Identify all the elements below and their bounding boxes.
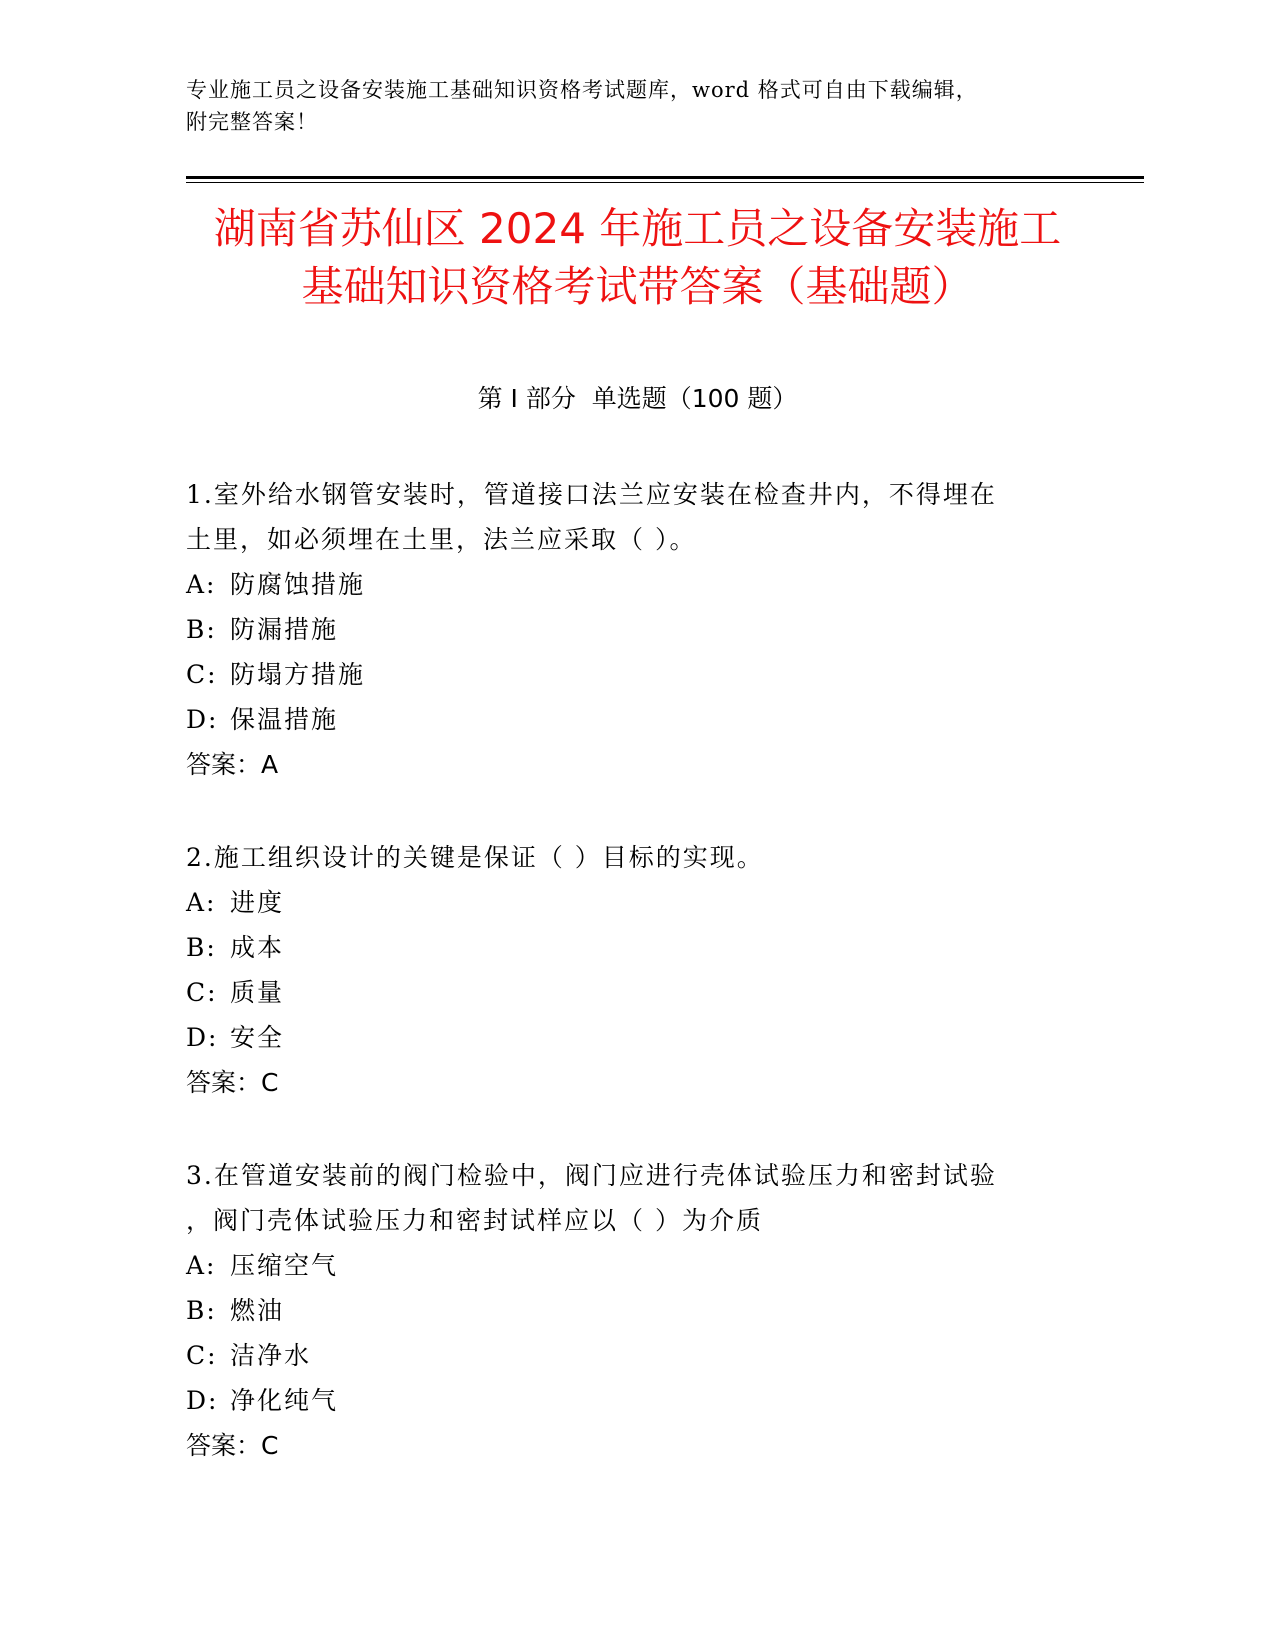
option-c — [186, 970, 1086, 1015]
question-stem-line-1: 3.在管道安装前的阀门检验中，阀门应进行壳体试验压力和密封试验 — [186, 1161, 997, 1190]
option-key: D: — [186, 1023, 219, 1052]
option-a — [186, 880, 1086, 925]
header-note — [186, 74, 1086, 138]
header-note-line-1: 专业施工员之设备安装施工基础知识资格考试题库，word 格式可自由下载编辑， — [186, 78, 978, 102]
option-a — [186, 1243, 1086, 1288]
section-title: 第 I 部分 单选题（100 题） — [477, 384, 798, 413]
question-2 — [186, 835, 1086, 1105]
option-text: 压缩空气 — [230, 1251, 339, 1280]
question-stem — [186, 1153, 1086, 1243]
header-divider-thin — [186, 182, 1144, 183]
option-text: 防塌方措施 — [230, 660, 366, 689]
question-stem-line-2: ，阀门壳体试验压力和密封试样应以（ ）为介质 — [186, 1206, 763, 1235]
answer: 答案：C — [186, 1068, 279, 1097]
option-text: 洁净水 — [230, 1341, 312, 1370]
question-list — [186, 472, 1086, 1516]
question-3 — [186, 1153, 1086, 1468]
option-text: 燃油 — [230, 1296, 285, 1325]
question-stem-line-1: 2.施工组织设计的关键是保证（ ）目标的实现。 — [186, 843, 764, 872]
header-note-line-2: 附完整答案！ — [186, 110, 318, 134]
header-divider-thick — [186, 176, 1144, 179]
option-key: B: — [186, 615, 217, 644]
option-d — [186, 697, 1086, 742]
option-c — [186, 652, 1086, 697]
option-key: C: — [186, 1341, 218, 1370]
option-text: 安全 — [230, 1023, 285, 1052]
option-text: 成本 — [230, 933, 285, 962]
option-key: D: — [186, 1386, 219, 1415]
option-text: 保温措施 — [230, 705, 339, 734]
option-text: 防漏措施 — [230, 615, 339, 644]
option-key: B: — [186, 933, 217, 962]
option-b — [186, 607, 1086, 652]
option-key: A: — [186, 570, 217, 599]
question-stem — [186, 472, 1086, 562]
option-d — [186, 1378, 1086, 1423]
option-key: A: — [186, 1251, 217, 1280]
question-stem-line-1: 1.室外给水钢管安装时，管道接口法兰应安装在检查井内，不得埋在 — [186, 480, 997, 509]
option-key: C: — [186, 978, 218, 1007]
option-key: B: — [186, 1296, 217, 1325]
option-key: C: — [186, 660, 218, 689]
option-b — [186, 1288, 1086, 1333]
option-a — [186, 562, 1086, 607]
answer: 答案：A — [186, 750, 279, 779]
document-title-line-2: 基础知识资格考试带答案（基础题） — [301, 262, 974, 311]
option-text: 质量 — [230, 978, 285, 1007]
question-1 — [186, 472, 1086, 787]
question-stem — [186, 835, 1086, 880]
document-title-line-1: 湖南省苏仙区 2024 年施工员之设备安装施工 — [213, 204, 1062, 253]
document-title — [150, 200, 1125, 316]
option-c — [186, 1333, 1086, 1378]
option-text: 进度 — [230, 888, 285, 917]
option-text: 防腐蚀措施 — [230, 570, 366, 599]
option-d — [186, 1015, 1086, 1060]
answer: 答案：C — [186, 1431, 279, 1460]
option-key: D: — [186, 705, 219, 734]
option-b — [186, 925, 1086, 970]
option-text: 净化纯气 — [230, 1386, 339, 1415]
option-key: A: — [186, 888, 217, 917]
question-stem-line-2: 土里，如必须埋在土里，法兰应采取（ ）。 — [186, 525, 697, 554]
